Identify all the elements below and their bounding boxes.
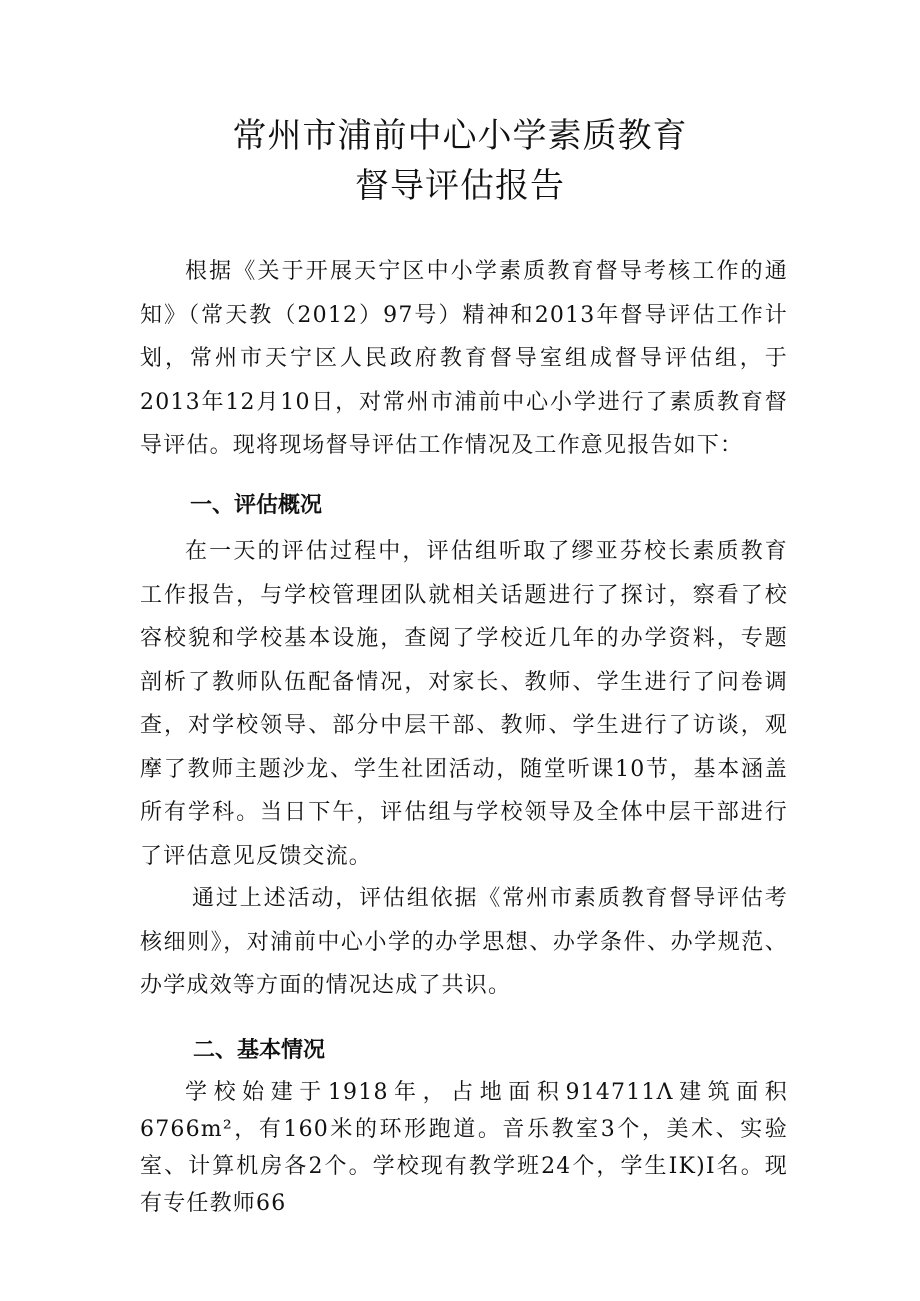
document-title-line-2: 督导评估报告 — [355, 166, 565, 206]
section-heading-overview: 一、评估概况 — [190, 493, 323, 518]
section-heading-basic-info: 二、基本情况 — [193, 1038, 326, 1063]
intro-paragraph: 根据《关于开展天宁区中小学素质教育督导考核工作的通知》（常天教（2012）97号）精神和2013年督导评估工作计划，常州市天宁区人民政府教育督导室组成督导评估组，于2013年12月10日，对常州市浦前中心小学进行了素质教育督导评估。现将现场督导评估工作情况及工作意见报告如下： — [140, 259, 788, 458]
overview-paragraph-1: 在一天的评估过程中，评估组听取了缪亚芬校长素质教育工作报告，与学校管理团队就相关话题进行了探讨，察看了校容校貌和学校基本设施，查阅了学校近几年的办学资料，专题剖析了教师队伍配备情况，对家长、教师、学生进行了问卷调查，对学校领导、部分中层干部、教师、学生进行了访谈，观摩了教师主题沙龙、学生社团活动，随堂听课10节，基本涵盖所有学科。当日下午，评估组与学校领导及全体中层干部进行了评估意见反馈交流。 — [140, 539, 788, 869]
document-title-line-1: 常州市浦前中心小学素质教育 — [232, 116, 688, 156]
overview-paragraph-2: 通过上述活动，评估组依据《常州市素质教育督导评估考核细则》，对浦前中心小学的办学思想、办学条件、办学规范、办学成效等方面的情况达成了共识。 — [140, 886, 788, 998]
basic-info-paragraph: 学校始建于1918年，占地面积914711Λ建筑面积6766m²，有160米的环形跑道。音乐教室3个，美术、实验室、计算机房各2个。学校现有教学班24个，学生IK)I名。现有专任教师66 — [140, 1080, 788, 1216]
